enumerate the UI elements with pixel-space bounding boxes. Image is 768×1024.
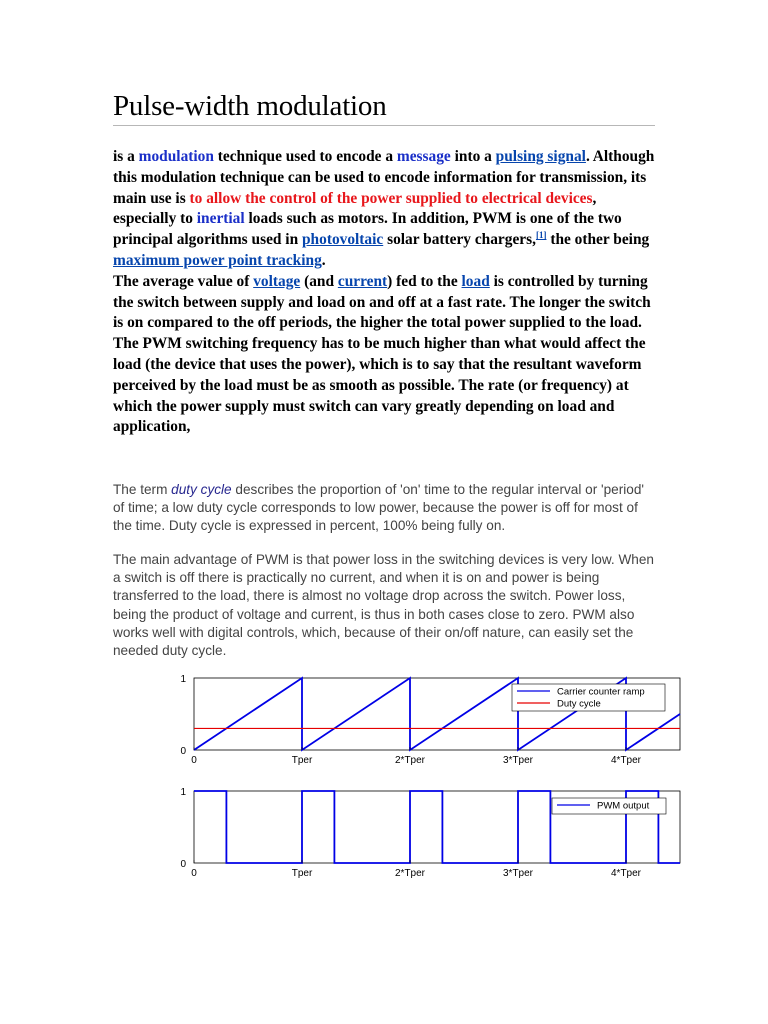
link-photovoltaic[interactable]: photovoltaic [302, 231, 384, 249]
paragraph-duty-cycle [113, 481, 658, 536]
highlight-power-control: to allow the control of the power supplied to electrical devices [189, 189, 593, 207]
x-tick-label: Tper [291, 755, 313, 766]
duty-cycle-text [113, 481, 658, 536]
x-tick-label: 3*Tper [502, 868, 534, 879]
y-tick-label: 1 [180, 787, 186, 798]
x-tick-label: 2*Tper [394, 868, 426, 879]
advantage-text [113, 551, 658, 660]
x-tick-label: Tper [291, 868, 313, 879]
reference-link-1[interactable]: [1] [535, 230, 547, 241]
x-tick-label: 4*Tper [610, 755, 642, 766]
text-run: the other being [546, 231, 650, 249]
text-run: technique used to encode a [213, 148, 397, 165]
pwm-output-chart-svg [170, 785, 682, 885]
text-run: . Although this modulation technique can be used to encode information for transmission, its main use is [113, 148, 655, 207]
paragraph-average-value [113, 272, 658, 334]
carrier-ramp-chart [170, 672, 682, 772]
text-run: The average value of [113, 272, 254, 290]
legend-label: PWM output [597, 800, 650, 812]
carrier-ramp-chart-svg [170, 672, 682, 772]
text-run: , especially to [113, 189, 597, 228]
title-divider [113, 125, 655, 126]
y-tick-label: 1 [180, 674, 186, 685]
legend-label: Duty cycle [557, 698, 601, 710]
text-run: describes the proportion of 'on' time to the regular interval or 'period' of time; a low duty cycle corresponds to low power, because the power is off for most of the time. Duty cycle is expressed in percent, 100% being fully on. [113, 482, 644, 534]
text-run: is a [113, 148, 139, 165]
x-tick-label: 4*Tper [610, 868, 642, 879]
keyword-modulation: modulation [138, 148, 214, 165]
page-title: Pulse-width modulation [113, 90, 387, 122]
text-run: solar battery chargers, [383, 231, 536, 249]
text-run: . [321, 251, 326, 269]
keyword-message: message [396, 148, 451, 165]
text-run: ) fed to the [387, 272, 462, 290]
link-pulsing-signal[interactable]: pulsing signal [495, 148, 586, 165]
x-tick-label: 3*Tper [502, 755, 534, 766]
y-tick-label: 0 [180, 859, 186, 870]
paragraph-advantage: The main advantage of PWM is that power loss in the switching devices is very low. When a switch is off there is practically no current, and when it is on and power is being transferred to the load, there is almost no voltage drop across the switch. Power loss, being the product of voltage and current, is thus in both cases close to zero. PWM also works well with digital controls, which, because of their on/off nature, can easily set the needed duty cycle. [113, 552, 654, 659]
x-tick-label: 0 [191, 755, 197, 766]
link-load[interactable]: load [461, 272, 490, 290]
link-current[interactable]: current [337, 272, 388, 290]
paragraph-intro [113, 147, 658, 272]
text-run: is controlled by turning the switch between supply and load on and off at a fast rate. The longer the switch is on compared to the off periods, the higher the total power supplied to the load. [113, 272, 651, 332]
link-maximum-power-point-tracking[interactable]: maximum power point tracking [113, 251, 322, 269]
text-run: (and [300, 272, 338, 290]
paragraph-switching-frequency: The PWM switching frequency has to be much higher than what would affect the load (the device that uses the power), which is to say that the resultant waveform perceived by the load must be as smooth as possible. The rate (or frequency) at which the power supply must switch can vary greatly depending on load and application, [113, 335, 646, 436]
text-run: loads such as motors. In addition, PWM is one of the two principal algorithms used in [113, 210, 622, 249]
term-duty-cycle: duty cycle [171, 482, 232, 497]
keyword-inertial: inertial [196, 210, 245, 228]
x-tick-label: 0 [191, 868, 197, 879]
text-run: The term [113, 482, 172, 497]
text-run: into a [450, 148, 496, 165]
x-tick-label: 2*Tper [394, 755, 426, 766]
intro-text [113, 147, 658, 438]
pwm-output-chart [170, 785, 682, 885]
link-voltage[interactable]: voltage [253, 272, 301, 290]
y-tick-label: 0 [180, 746, 186, 757]
legend-label: Carrier counter ramp [557, 686, 645, 698]
